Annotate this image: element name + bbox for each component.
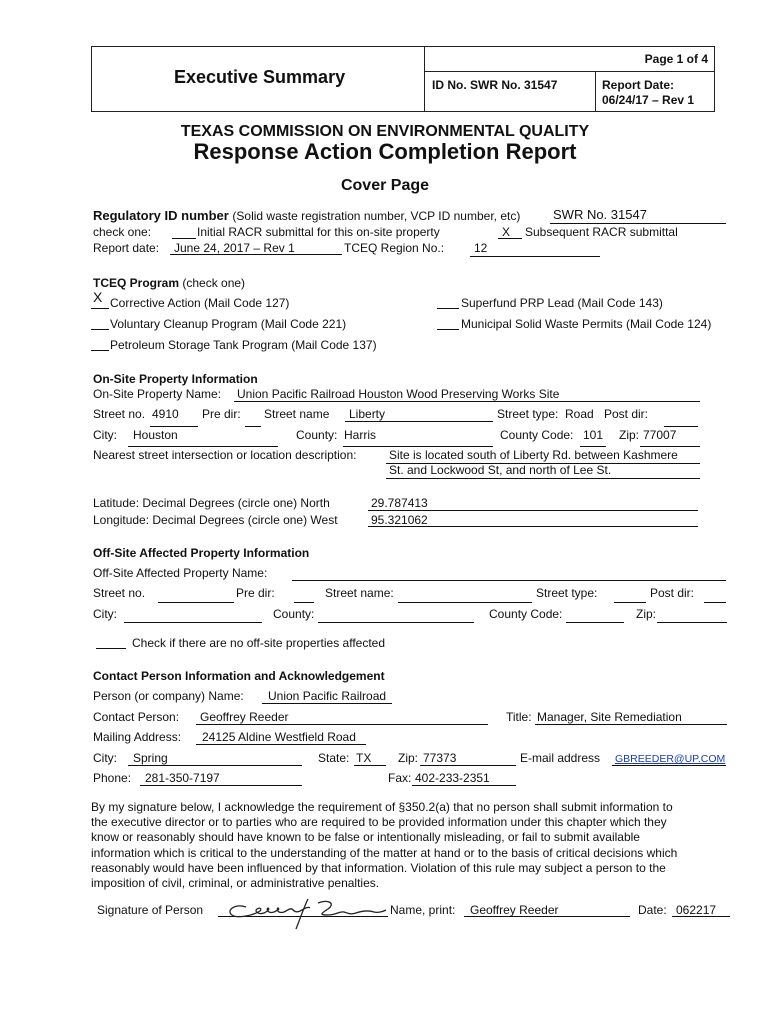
field-line bbox=[412, 785, 516, 786]
intersection-label: Nearest street intersection or location description: bbox=[93, 448, 357, 462]
latitude-label: Latitude: Decimal Degrees (circle one) North bbox=[93, 496, 330, 510]
corrective-action-checkbox[interactable] bbox=[91, 308, 109, 309]
offsite-county-code-label: County Code: bbox=[489, 607, 563, 621]
municipal-waste-label: Municipal Solid Waste Permits (Mail Code 124) bbox=[461, 317, 712, 331]
program-heading-label: TCEQ Program bbox=[93, 276, 180, 290]
offsite-name-field[interactable] bbox=[292, 580, 726, 581]
state-label: State: bbox=[318, 751, 350, 765]
pre-dir-field[interactable] bbox=[245, 426, 261, 427]
offsite-county-field[interactable] bbox=[318, 622, 474, 623]
date-label: Date: bbox=[638, 903, 667, 917]
divider bbox=[424, 71, 714, 72]
no-offsite-label: Check if there are no off-site properties affected bbox=[132, 636, 386, 650]
state-value[interactable]: TX bbox=[356, 751, 372, 765]
offsite-street-type-field[interactable] bbox=[614, 602, 646, 603]
cover-page-title: Cover Page bbox=[340, 177, 430, 194]
street-type-value[interactable]: Road bbox=[565, 407, 594, 421]
regulatory-id-value[interactable]: SWR No. 31547 bbox=[553, 207, 647, 222]
zip-value[interactable]: 77007 bbox=[643, 428, 677, 442]
contact-person-label: Contact Person: bbox=[93, 710, 180, 724]
offsite-post-dir-field[interactable] bbox=[704, 602, 726, 603]
county-code-label: County Code: bbox=[500, 428, 574, 442]
petroleum-tank-checkbox[interactable] bbox=[91, 350, 109, 351]
intersection-line-2[interactable]: St. and Lockwood St, and north of Lee St. bbox=[389, 463, 612, 477]
onsite-heading: On-Site Property Information bbox=[93, 372, 258, 386]
check-one-label: check one: bbox=[93, 225, 152, 239]
initial-racr-checkbox[interactable] bbox=[172, 238, 196, 239]
fax-value[interactable]: 402-233-2351 bbox=[415, 771, 490, 785]
petroleum-tank-label: Petroleum Storage Tank Program (Mail Code 137) bbox=[110, 338, 377, 352]
field-line bbox=[672, 916, 730, 917]
phone-value[interactable]: 281-350-7197 bbox=[145, 771, 220, 785]
county-label: County: bbox=[296, 428, 338, 442]
longitude-label: Longitude: Decimal Degrees (circle one) West bbox=[93, 513, 338, 527]
field-line bbox=[128, 765, 302, 766]
latitude-value[interactable]: 29.787413 bbox=[371, 496, 428, 510]
offsite-heading: Off-Site Affected Property Information bbox=[93, 546, 310, 560]
superfund-checkbox[interactable] bbox=[437, 308, 459, 309]
report-date-label: Report Date: bbox=[602, 78, 675, 92]
region-value[interactable]: 12 bbox=[474, 241, 488, 255]
offsite-city-label: City: bbox=[93, 607, 117, 621]
offsite-street-type-label: Street type: bbox=[536, 586, 598, 600]
regulatory-id-label: Regulatory ID number bbox=[93, 208, 229, 223]
handwritten-signature-icon bbox=[224, 893, 390, 933]
field-line bbox=[262, 703, 392, 704]
name-print-label: Name, print: bbox=[390, 903, 456, 917]
county-value[interactable]: Harris bbox=[344, 428, 376, 442]
report-date-value[interactable]: June 24, 2017 – Rev 1 bbox=[174, 241, 295, 255]
offsite-zip-field[interactable] bbox=[657, 622, 727, 623]
report-date-value: 06/24/17 – Rev 1 bbox=[602, 93, 695, 107]
offsite-street-no-field[interactable] bbox=[158, 602, 234, 603]
field-line bbox=[170, 254, 342, 255]
field-line bbox=[612, 765, 726, 766]
date-value[interactable]: 062217 bbox=[676, 903, 717, 917]
fax-label: Fax: bbox=[388, 771, 412, 785]
title-value[interactable]: Manager, Site Remediation bbox=[537, 710, 682, 724]
field-line bbox=[354, 765, 386, 766]
municipal-waste-checkbox[interactable] bbox=[437, 329, 459, 330]
company-value[interactable]: Union Pacific Railroad bbox=[268, 689, 387, 703]
contact-zip-label: Zip: bbox=[398, 751, 419, 765]
acknowledgement-text: By my signature below, I acknowledge the requirement of §350.2(a) that no person shall submit information to the executive director or to parties who are required to be provided information under this chapter which they know or reasonably should have known to be false or intentionally misleading, or fail to submit available information which is critical to the understanding of the matter at hand or to the basis of critical decisions which reasonably would have been influenced by that information. Violation of this rule may subject a person to the imposition of civil, criminal, or administrative penalties. bbox=[91, 800, 678, 891]
offsite-county-code-field[interactable] bbox=[566, 622, 624, 623]
report-title: Response Action Completion Report bbox=[193, 139, 577, 164]
program-heading-hint: (check one) bbox=[182, 276, 246, 290]
contact-heading: Contact Person Information and Acknowledgement bbox=[93, 669, 385, 683]
offsite-post-dir-label: Post dir: bbox=[650, 586, 695, 600]
offsite-street-name-field[interactable] bbox=[398, 602, 532, 603]
program-heading bbox=[93, 276, 245, 290]
field-line bbox=[550, 223, 726, 224]
field-line bbox=[368, 526, 698, 527]
field-line bbox=[368, 510, 698, 511]
box-title: Executive Summary bbox=[174, 67, 346, 87]
report-date-label: Report date: bbox=[93, 241, 160, 255]
offsite-pre-dir-field[interactable] bbox=[294, 602, 314, 603]
voluntary-cleanup-checkbox[interactable] bbox=[91, 329, 109, 330]
offsite-zip-label: Zip: bbox=[636, 607, 657, 621]
mailing-label: Mailing Address: bbox=[93, 730, 182, 744]
field-line bbox=[386, 478, 700, 479]
field-line bbox=[234, 401, 700, 402]
contact-zip-value[interactable]: 77373 bbox=[423, 751, 457, 765]
regulatory-id-row bbox=[93, 208, 520, 223]
subsequent-racr-checkbox[interactable] bbox=[498, 238, 522, 239]
no-offsite-checkbox[interactable] bbox=[96, 648, 126, 649]
pre-dir-label: Pre dir: bbox=[202, 407, 241, 421]
field-line bbox=[140, 785, 302, 786]
field-line bbox=[535, 724, 727, 725]
id-number: ID No. SWR No. 31547 bbox=[432, 78, 558, 92]
city-label: City: bbox=[93, 428, 117, 442]
corrective-action-mark[interactable]: X bbox=[93, 289, 103, 305]
offsite-county-label: County: bbox=[273, 607, 315, 621]
street-no-value[interactable]: 4910 bbox=[152, 407, 179, 421]
post-dir-label: Post dir: bbox=[604, 407, 649, 421]
phone-label: Phone: bbox=[93, 771, 132, 785]
offsite-name-label: Off-Site Affected Property Name: bbox=[93, 566, 268, 580]
divider bbox=[595, 71, 596, 111]
field-line bbox=[150, 426, 198, 427]
field-line bbox=[343, 446, 493, 447]
divider bbox=[424, 47, 425, 111]
field-line bbox=[420, 765, 516, 766]
regulatory-id-hint: (Solid waste registration number, VCP ID number, etc) bbox=[232, 209, 521, 223]
subsequent-racr-mark[interactable]: X bbox=[502, 225, 511, 239]
field-line bbox=[128, 446, 278, 447]
contact-city-label: City: bbox=[93, 751, 117, 765]
company-label: Person (or company) Name: bbox=[93, 689, 244, 703]
email-label: E-mail address bbox=[520, 751, 601, 765]
intersection-line-1[interactable]: Site is located south of Liberty Rd. between Kashmere bbox=[389, 448, 678, 462]
post-dir-field[interactable] bbox=[664, 426, 698, 427]
longitude-value[interactable]: 95.321062 bbox=[371, 513, 428, 527]
onsite-name-label: On-Site Property Name: bbox=[93, 387, 222, 401]
title-label: Title: bbox=[506, 710, 532, 724]
region-label: TCEQ Region No.: bbox=[344, 241, 445, 255]
field-line bbox=[470, 256, 600, 257]
county-code-value[interactable]: 101 bbox=[583, 428, 604, 442]
field-line bbox=[196, 744, 366, 745]
offsite-street-no-label: Street no. bbox=[93, 586, 146, 600]
street-type-label: Street type: bbox=[497, 407, 559, 421]
field-line bbox=[640, 446, 700, 447]
offsite-street-name-label: Street name: bbox=[325, 586, 394, 600]
email-value[interactable]: GBREEDER@UP.COM bbox=[615, 753, 726, 765]
offsite-pre-dir-label: Pre dir: bbox=[236, 586, 275, 600]
field-line bbox=[580, 446, 606, 447]
voluntary-cleanup-label: Voluntary Cleanup Program (Mail Code 221) bbox=[110, 317, 347, 331]
contact-person-value[interactable]: Geoffrey Reeder bbox=[200, 710, 289, 724]
subsequent-racr-label: Subsequent RACR submittal bbox=[525, 225, 678, 239]
initial-racr-label: Initial RACR submittal for this on-site property bbox=[197, 225, 440, 239]
name-print-value[interactable]: Geoffrey Reeder bbox=[470, 903, 559, 917]
offsite-city-field[interactable] bbox=[124, 622, 262, 623]
field-line bbox=[464, 916, 630, 917]
field-line bbox=[196, 724, 488, 725]
zip-label: Zip: bbox=[619, 428, 640, 442]
street-name-label: Street name bbox=[264, 407, 330, 421]
mailing-value[interactable]: 24125 Aldine Westfield Road bbox=[202, 730, 356, 744]
signature-label: Signature of Person bbox=[97, 903, 204, 917]
corrective-action-label: Corrective Action (Mail Code 127) bbox=[110, 296, 290, 310]
onsite-name-value[interactable]: Union Pacific Railroad Houston Wood Preserving Works Site bbox=[237, 387, 560, 401]
agency-title: TEXAS COMMISSION ON ENVIRONMENTAL QUALITY bbox=[180, 123, 590, 140]
field-line bbox=[345, 421, 493, 422]
header-box bbox=[91, 46, 715, 112]
superfund-label: Superfund PRP Lead (Mail Code 143) bbox=[461, 296, 663, 310]
street-name-value[interactable]: Liberty bbox=[349, 407, 386, 421]
page-number: Page 1 of 4 bbox=[644, 52, 708, 66]
street-no-label: Street no. bbox=[93, 407, 146, 421]
city-value[interactable]: Houston bbox=[133, 428, 178, 442]
contact-city-value[interactable]: Spring bbox=[133, 751, 168, 765]
